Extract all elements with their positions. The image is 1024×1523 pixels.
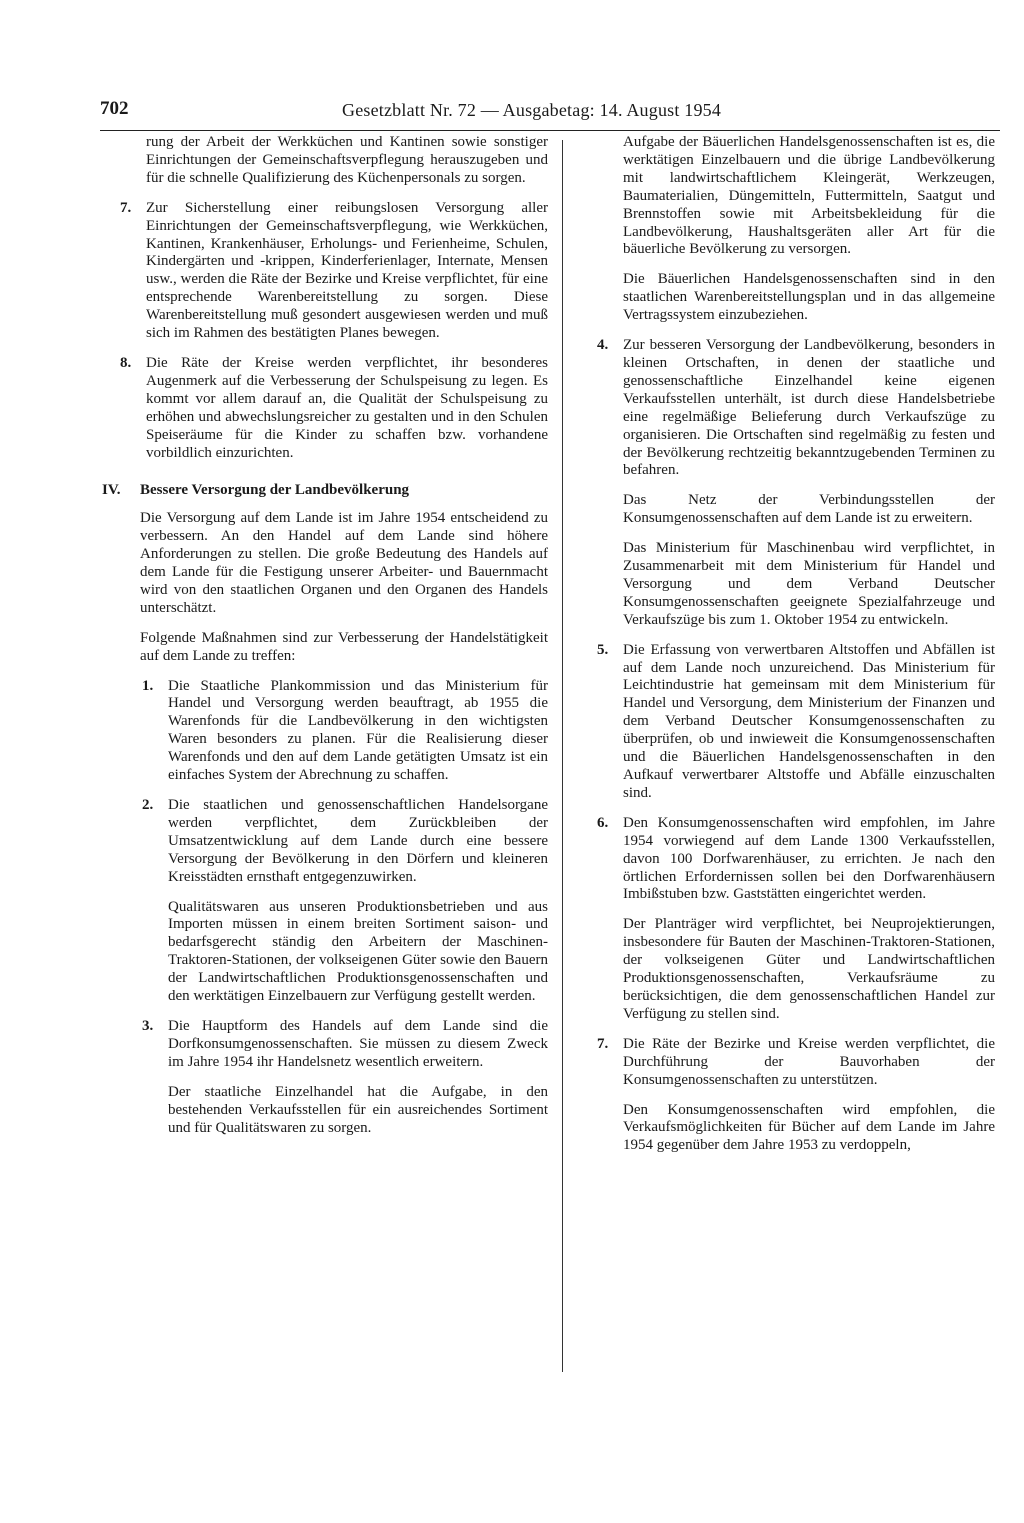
continuation-paragraph: Die Bäuerlichen Handelsgenossenschaften sind in den staatlichen Warenbereitstellungsplan und in das allgemeine Vertragssystem einzubeziehen.	[623, 271, 995, 324]
left-column	[102, 134, 548, 1149]
list-item-7b	[575, 1036, 995, 1155]
section-title: Bessere Versorgung der Landbevölkerung	[140, 482, 410, 499]
item-number: 7.	[597, 1035, 609, 1052]
item-text: Die Räte der Kreise werden verpflichtet, ihr besonderes Augenmerk auf die Verbesserung der Schulspeisung zu legen. Es kommt vor allem darauf an, die Qualität der Schulspeisung zu erhöhen und abwechslungsreicher zu gestalten und in den Schulen Speiseräume für die Kinder zu schaffen bzw. vorhandene vorbildlich einzurichten.	[146, 354, 548, 461]
item-number: 1.	[142, 677, 154, 694]
item-text: Der Planträger wird verpflichtet, bei Neuprojektierungen, insbesondere für Bauten der Maschinen-Traktoren-Stationen, der volkseigenen Güter und Landwirtschaftlichen Produktionsgenossenschaften, Verkaufsräume zu berücksichtigen, die dem genossenschaftlichen Handel zur Verfügung zu stellen sind.	[623, 916, 995, 1022]
item-text: Zur Sicherstellung einer reibungslosen Versorgung aller Einrichtungen der Gemeinschaftsverpflegung, wie Werkküchen, Kantinen, Krankenhäuser, Erholungs- und Ferienheime, Schulen, Kindergärten und -krippen, Kinderferienlager, Internate, Mensen usw., werden die Räte der Bezirke und Kreise verpflichtet, für eine entsprechende Warenbereitstellung zu sorgen. Diese Warenbereitstellung muß gesondert ausgewiesen werden und muß sich im Rahmen des bestätigten Planes bewegen.	[146, 199, 548, 342]
section-intro: Die Versorgung auf dem Lande ist im Jahre 1954 entscheidend zu verbessern. An den Handel auf dem Lande sind höhere Anforderungen zu stellen. Die große Bedeutung des Handels auf dem Lande für die Festigung unserer Arbeiter- und Bauernmacht wird von den staatlichen Organen und den Organen des Handels unterschätzt.	[140, 510, 548, 616]
item-number: 3.	[142, 1017, 154, 1034]
item-text: Qualitätswaren aus unseren Produktionsbetrieben und aus Importen müssen in einem breiten Sortiment saison- und bedarfsgerecht ständig den Arbeitern der Maschinen-Traktoren-Stationen, der volkseigenen Güter sowie den Bauern der Landwirtschaftlichen Produktionsgenossenschaften und den werktätigen Einzelbauern zur Verfügung gestellt werden.	[168, 898, 548, 1005]
item-text: Die Erfassung von verwertbaren Altstoffen und Abfällen ist auf dem Lande noch unzureichend. Das Ministerium für Leichtindustrie hat gemeinsam mit dem Ministerium für Handel und Versorgung, dem Ministerium der Finanzen und dem Verband Deutscher Konsumgenossenschaften zu überprüfen, ob und inwieweit die Konsumgenossenschaften und die Bäuerlichen Handelsgenossenschaften in den Aufkauf verwertbarer Altstoffe und Abfälle einzuschalten sind.	[623, 641, 995, 801]
item-number: 4.	[597, 337, 609, 354]
column-divider	[562, 140, 563, 1372]
list-item-5	[575, 642, 995, 803]
continuation-paragraph: rung der Arbeit der Werkküchen und Kantinen sowie sonstiger Einrichtungen der Gemeinschaftsverpflegung herauszugeben und für die schnelle Qualifizierung des Küchenpersonals zu sorgen.	[146, 134, 548, 186]
item-text: Den Konsumgenossenschaften wird empfohlen, im Jahre 1954 vorwiegend auf dem Lande 1300 Verkaufsstellen, davon 100 Dorfwarenhäuser, zu errichten. Je nach den örtlichen Erfordernissen sollen bei den Dorfwarenhäusern Imbißstuben bzw. Gaststätten eingerichtet werden.	[623, 814, 995, 903]
section-lead: Folgende Maßnahmen sind zur Verbesserung der Handelstätigkeit auf dem Lande zu treffen:	[140, 629, 548, 664]
item-text: Die Hauptform des Handels auf dem Lande sind die Dorfkonsumgenossenschaften. Sie müssen zu diesem Zweck im Jahre 1954 ihr Handelsnetz wesentlich erweitern.	[168, 1017, 548, 1070]
page-number: 702	[100, 98, 129, 119]
page-header	[100, 98, 1000, 131]
list-item-8	[106, 355, 548, 462]
list-item-3	[106, 1018, 548, 1137]
gazette-title: Gesetzblatt Nr. 72 — Ausgabetag: 14. August 1954	[342, 100, 722, 120]
item-text: Das Netz der Verbindungsstellen der Konsumgenossenschaften auf dem Lande ist zu erweitern.	[623, 492, 995, 527]
item-text: Die Räte der Bezirke und Kreise werden verpflichtet, die Durchführung der Bauvorhaben der Konsumgenossenschaften zu unterstützen.	[623, 1035, 995, 1088]
list-item-2	[106, 797, 548, 1006]
section-heading	[102, 482, 548, 500]
continuation-paragraph: Aufgabe der Bäuerlichen Handelsgenossenschaften ist es, die werktätigen Einzelbauern und die übrige Landbevölkerung mit landwirtschaftlichem Kleingerät, Werkzeugen, Baumaterialien, Düngemitteln, Futtermitteln, Saatgut und Brennstoffen sowie mit Arbeitsbekleidung für die Landbevölkerung, Haushaltsgeräten aller Art für die bäuerliche Bevölkerung zu versorgen.	[623, 134, 995, 258]
item-text: Die staatlichen und genossenschaftlichen Handelsorgane werden verpflichtet, dem Zurückbleiben der Umsatzentwicklung auf dem Lande durch eine bessere Versorgung der Bevölkerung in den Dörfern und kleineren Kreisstädten ernsthaft entgegenzuwirken.	[168, 797, 548, 885]
item-number: 7.	[120, 199, 132, 216]
list-item-1	[106, 678, 548, 785]
item-text: Das Ministerium für Maschinenbau wird verpflichtet, in Zusammenarbeit mit dem Ministerium für Handel und Versorgung und dem Verband Deutscher Konsumgenossenschaften geeignete Spezialfahrzeuge und Verkaufszüge bis zum 1. Oktober 1954 zu entwickeln.	[623, 540, 995, 628]
list-item-4	[575, 337, 995, 630]
item-text: Zur besseren Versorgung der Landbevölkerung, besonders in kleinen Ortschaften, in denen der staatliche und genossenschaftliche Einzelhandel keine eigenen Verkaufsstellen unterhält, ist durch diese Handelsbetriebe eine regelmäßige Belieferung durch Verkaufszüge zu organisieren. Die Ortschaften sind regelmäßig zu festen und der Bevölkerung rechtzeitig bekanntzugebenden Terminen zu befahren.	[623, 337, 995, 479]
item-text: Die Staatliche Plankommission und das Ministerium für Handel und Versorgung werden beauftragt, ab 1955 die Warenfonds für die Landbevölkerung in den wichtigsten Waren besonders zu planen. Für die Realisierung dieser Warenfonds und den auf dem Lande getätigten Umsatz ist ein einfaches System der Abrechnung zu schaffen.	[168, 677, 548, 784]
item-number: 5.	[597, 641, 609, 658]
section-number: IV.	[102, 482, 121, 499]
item-text: Den Konsumgenossenschaften wird empfohlen, die Verkaufsmöglichkeiten für Bücher auf dem Lande im Jahre 1954 gegenüber dem Jahre 1953 zu verdoppeln,	[623, 1101, 995, 1154]
item-text: Der staatliche Einzelhandel hat die Aufgabe, in den bestehenden Verkaufsstellen für ein ausreichendes Sortiment und für Qualitätswaren zu sorgen.	[168, 1083, 548, 1136]
item-number: 2.	[142, 797, 154, 813]
right-column	[575, 134, 995, 1167]
item-number: 6.	[597, 814, 609, 831]
list-item-7	[106, 200, 548, 343]
list-item-6	[575, 815, 995, 1024]
item-number: 8.	[120, 354, 132, 371]
